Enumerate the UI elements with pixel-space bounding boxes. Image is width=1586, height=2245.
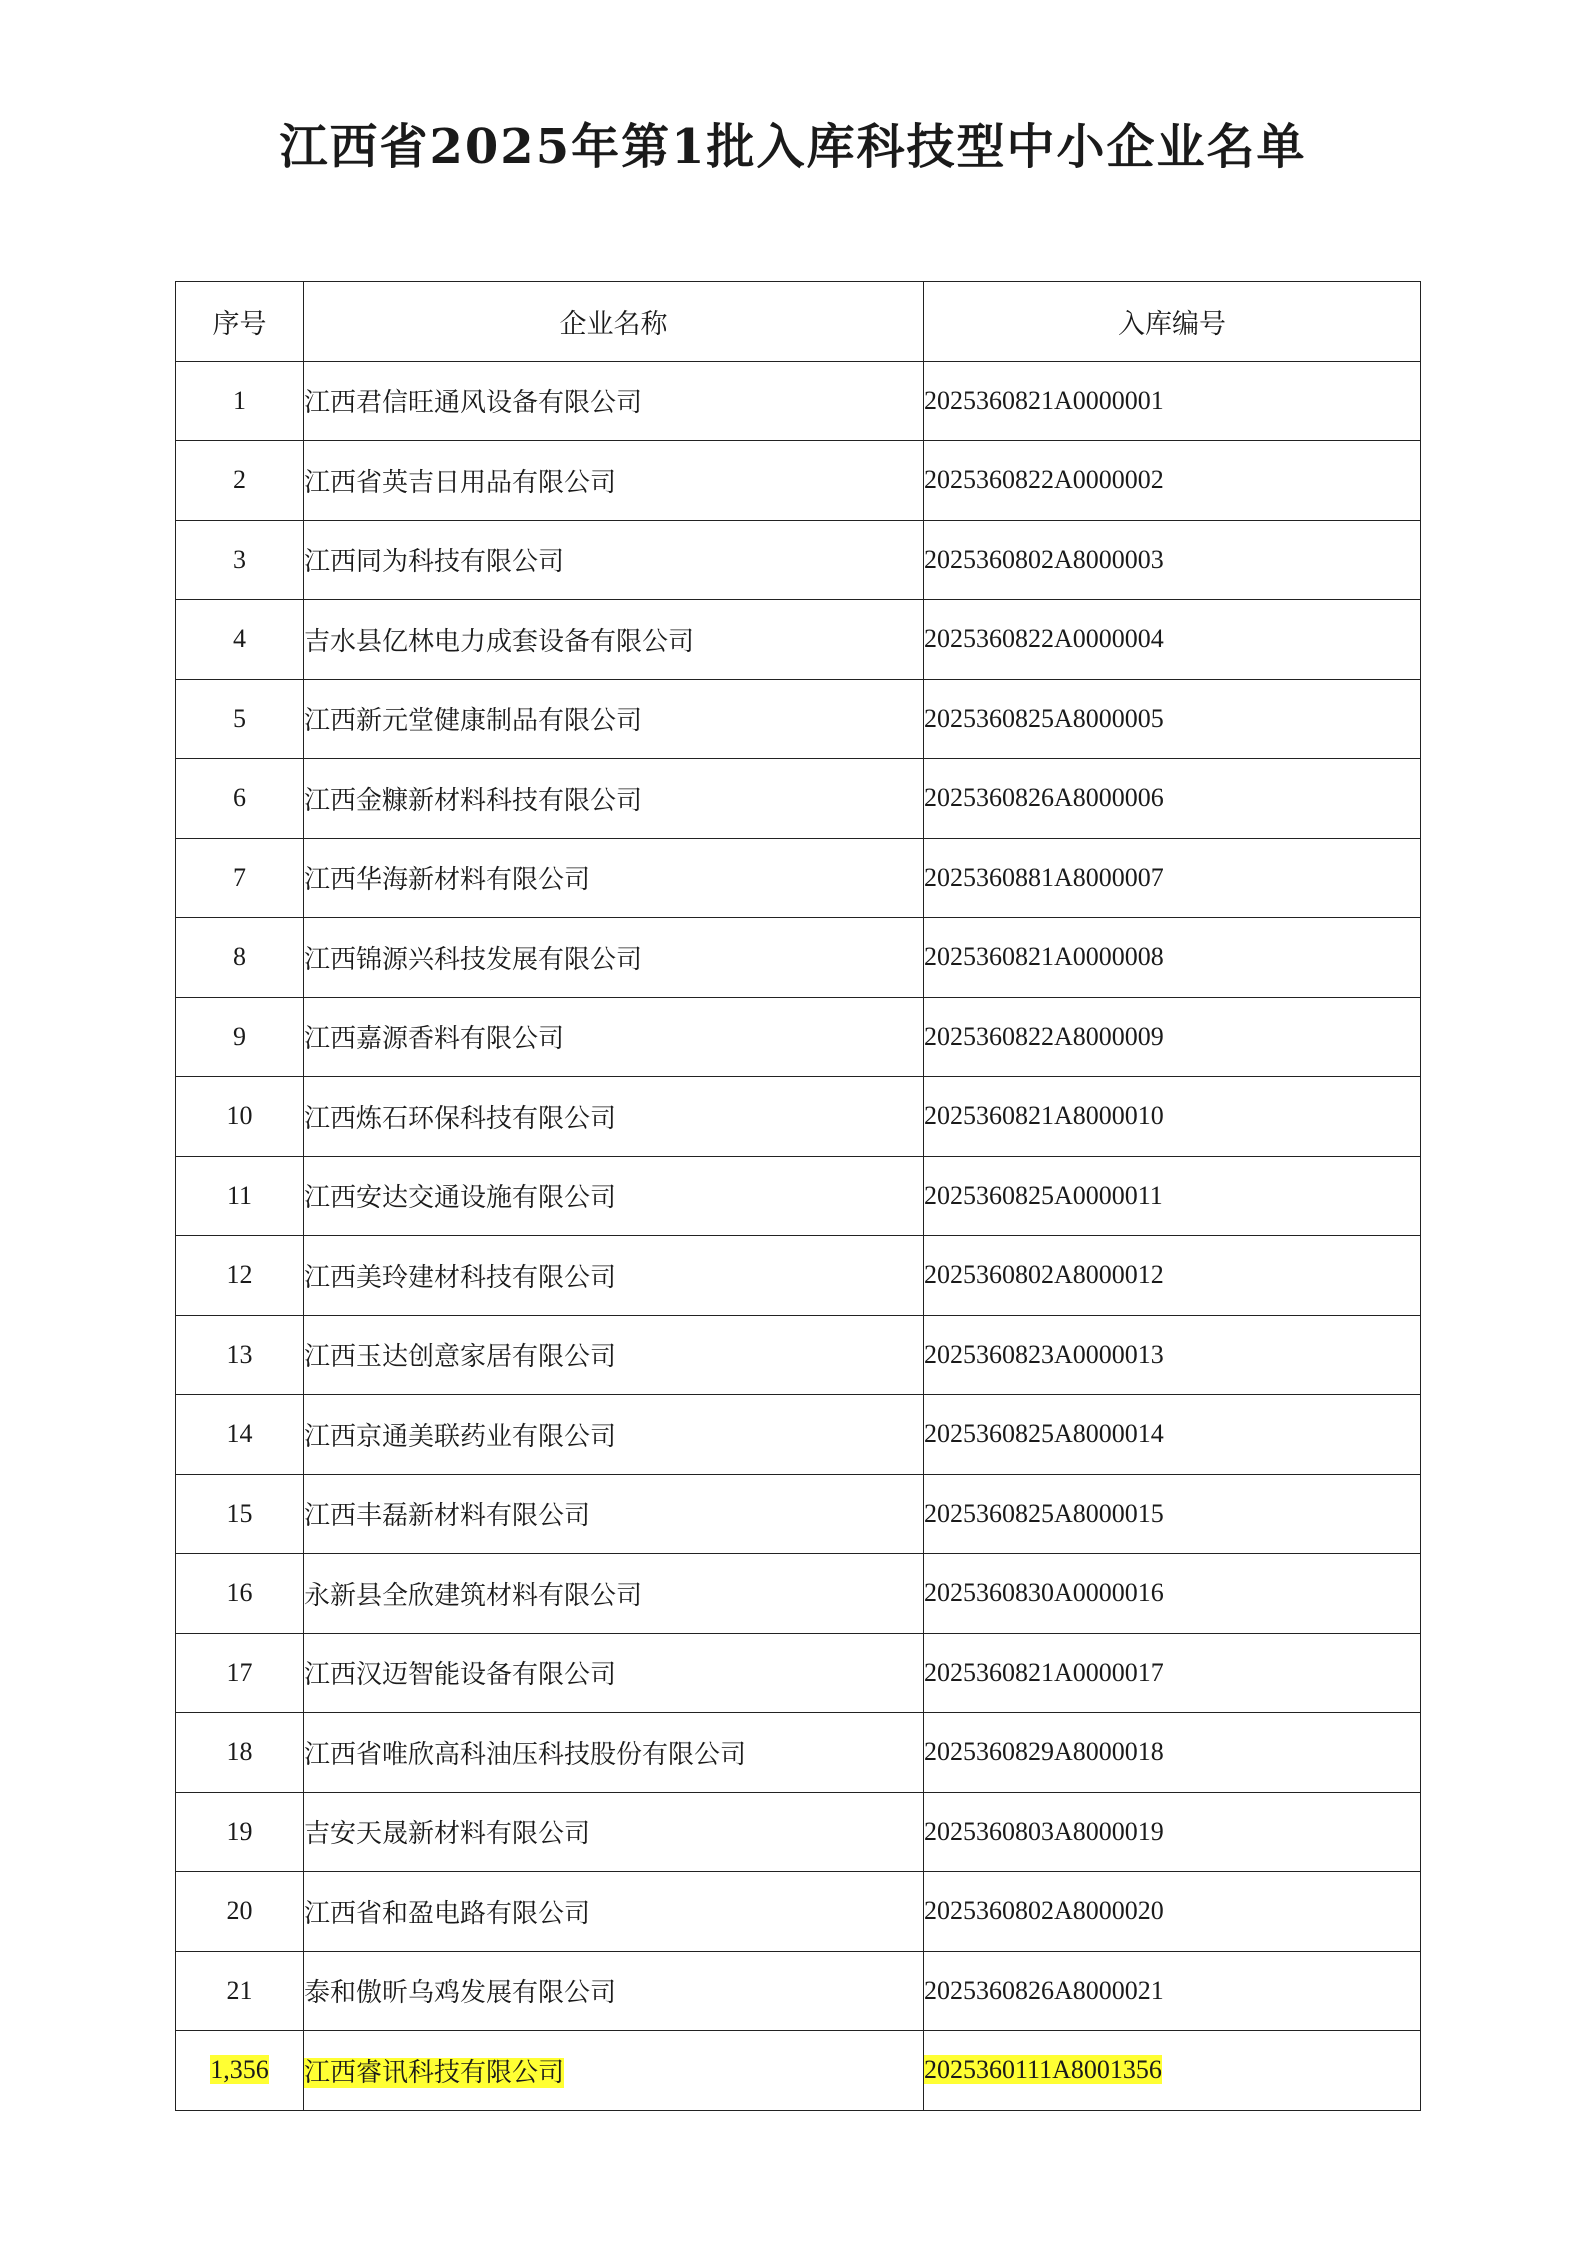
row-company-name: 江西嘉源香料有限公司: [304, 1024, 565, 1055]
row-seq: 6: [233, 783, 246, 813]
table-header-row: [176, 282, 1421, 362]
header-name: 企业名称: [304, 282, 924, 362]
row-seq: 16: [226, 1578, 253, 1608]
table-row: [176, 1315, 1421, 1395]
table-row: [176, 918, 1421, 998]
table-row: [176, 1236, 1421, 1316]
enterprise-table: [175, 281, 1421, 2111]
row-company-name: 江西炼石环保科技有限公司: [304, 1103, 617, 1134]
row-company-name: 江西省和盈电路有限公司: [304, 1898, 591, 1929]
row-seq: 9: [233, 1021, 246, 1051]
row-company-name: 江西华海新材料有限公司: [304, 865, 591, 896]
row-registration-code: 2025360822A0000002: [924, 465, 1164, 495]
row-company-name: 吉水县亿林电力成套设备有限公司: [304, 626, 695, 657]
table-row: [176, 441, 1421, 521]
row-seq: 5: [233, 703, 246, 733]
table-row: [176, 1156, 1421, 1236]
row-registration-code: 2025360803A8000019: [924, 1816, 1164, 1846]
table-row: [176, 759, 1421, 839]
row-seq: 20: [226, 1896, 253, 1926]
row-registration-code: 2025360825A8000005: [924, 703, 1164, 733]
row-seq: 13: [226, 1339, 253, 1369]
row-company-name: 江西锦源兴科技发展有限公司: [304, 944, 643, 975]
row-registration-code: 2025360829A8000018: [924, 1737, 1164, 1767]
row-seq: 3: [233, 544, 246, 574]
row-seq: 12: [226, 1260, 253, 1290]
row-company-name: 江西安达交通设施有限公司: [304, 1183, 617, 1214]
row-company-name: 江西新元堂健康制品有限公司: [304, 706, 643, 737]
row-company-name: 吉安天晟新材料有限公司: [304, 1819, 591, 1850]
page-title: 江西省2025年第1批入库科技型中小企业名单: [279, 119, 1307, 175]
row-seq: 21: [226, 1975, 253, 2005]
row-registration-code: 2025360822A0000004: [924, 624, 1164, 654]
table-row: [176, 1951, 1421, 2031]
row-registration-code: 2025360802A8000012: [924, 1260, 1164, 1290]
row-company-name: 江西玉达创意家居有限公司: [304, 1342, 617, 1373]
row-registration-code: 2025360802A8000003: [924, 544, 1164, 574]
row-seq: 11: [226, 1180, 253, 1210]
row-seq: 8: [233, 942, 246, 972]
table-row: [176, 997, 1421, 1077]
table-body: [176, 361, 1421, 2110]
row-company-name: 江西省英吉日用品有限公司: [304, 467, 617, 498]
row-company-name: 泰和傲昕乌鸡发展有限公司: [304, 1978, 617, 2009]
row-registration-code: 2025360821A0000008: [924, 942, 1164, 972]
row-company-name: 江西美玲建材科技有限公司: [304, 1262, 617, 1293]
row-registration-code: 2025360825A0000011: [924, 1180, 1163, 1210]
row-company-name: 江西金糠新材料科技有限公司: [304, 785, 643, 816]
table-row: [176, 361, 1421, 441]
table-row: [176, 838, 1421, 918]
row-seq: 18: [226, 1737, 253, 1767]
table-row: [176, 520, 1421, 600]
row-registration-code: 2025360825A8000015: [924, 1498, 1164, 1528]
table-row: [176, 1872, 1421, 1952]
row-registration-code: 2025360823A0000013: [924, 1339, 1164, 1369]
row-registration-code: 2025360826A8000021: [924, 1975, 1164, 2005]
header-seq: 序号: [176, 282, 304, 362]
table-row: [176, 1077, 1421, 1157]
row-company-name: 江西睿讯科技有限公司: [304, 2057, 565, 2088]
row-registration-code: 2025360822A8000009: [924, 1021, 1164, 1051]
row-seq: 19: [226, 1816, 253, 1846]
table-row: [176, 1633, 1421, 1713]
row-seq: 14: [226, 1419, 253, 1449]
row-registration-code: 2025360825A8000014: [924, 1419, 1164, 1449]
row-seq: 1,356: [210, 2055, 269, 2085]
row-company-name: 永新县全欣建筑材料有限公司: [304, 1580, 643, 1611]
row-registration-code: 2025360111A8001356: [924, 2055, 1162, 2085]
table-row: [176, 1395, 1421, 1475]
row-seq: 15: [226, 1498, 253, 1528]
header-code: 入库编号: [924, 282, 1421, 362]
row-company-name: 江西君信旺通风设备有限公司: [304, 388, 643, 419]
row-registration-code: 2025360821A0000017: [924, 1657, 1164, 1687]
table-row: [176, 1792, 1421, 1872]
row-registration-code: 2025360826A8000006: [924, 783, 1164, 813]
row-registration-code: 2025360821A0000001: [924, 385, 1164, 415]
table-row: [176, 600, 1421, 680]
row-company-name: 江西京通美联药业有限公司: [304, 1421, 617, 1452]
row-seq: 7: [233, 862, 246, 892]
row-company-name: 江西省唯欣高科油压科技股份有限公司: [304, 1739, 747, 1770]
row-registration-code: 2025360821A8000010: [924, 1101, 1164, 1131]
row-registration-code: 2025360802A8000020: [924, 1896, 1164, 1926]
row-seq: 4: [233, 624, 246, 654]
table-row: [176, 1554, 1421, 1634]
row-registration-code: 2025360881A8000007: [924, 862, 1164, 892]
row-seq: 10: [226, 1101, 253, 1131]
row-seq: 1: [233, 385, 246, 415]
table-row: [176, 1713, 1421, 1793]
table-row: [176, 1474, 1421, 1554]
table-row: [176, 2031, 1421, 2111]
row-seq: 2: [233, 465, 246, 495]
table-row: [176, 679, 1421, 759]
row-registration-code: 2025360830A0000016: [924, 1578, 1164, 1608]
row-company-name: 江西丰磊新材料有限公司: [304, 1501, 591, 1532]
row-company-name: 江西同为科技有限公司: [304, 547, 565, 578]
row-company-name: 江西汉迈智能设备有限公司: [304, 1660, 617, 1691]
row-seq: 17: [226, 1657, 253, 1687]
